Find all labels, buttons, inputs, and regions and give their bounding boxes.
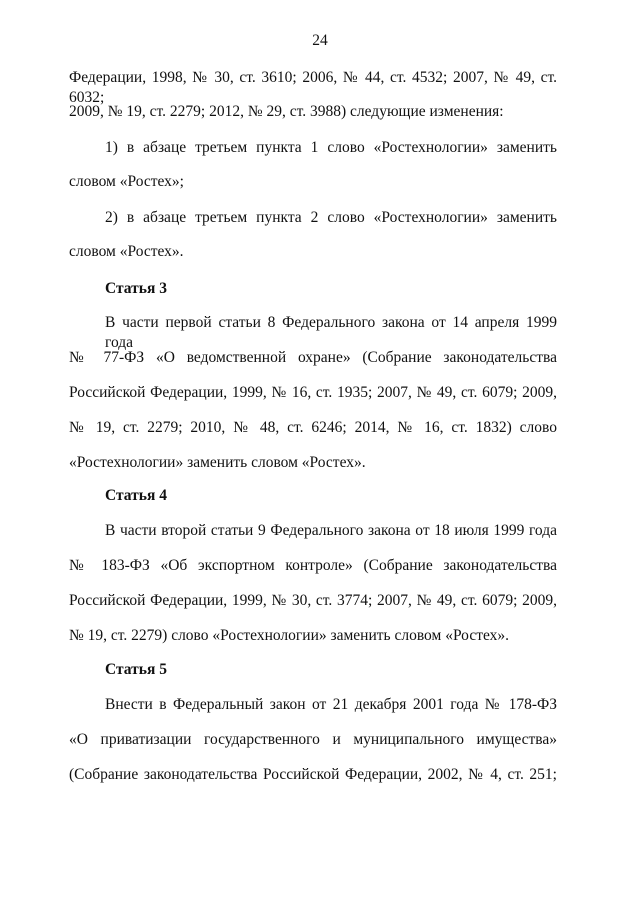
text-line: «О приватизации государственного и муниципального имущества»: [69, 731, 557, 748]
text-line: № 77-ФЗ «О ведомственной охране» (Собрание законодательства: [69, 349, 557, 366]
text-line: «Ростехнологии» заменить словом «Ростех».: [69, 454, 366, 471]
text-line: Федерации, 1998, № 30, ст. 3610; 2006, № 44, ст. 4532; 2007, № 49, ст. 6032;: [69, 69, 557, 106]
text-line: Российской Федерации, 1999, № 30, ст. 3774; 2007, № 49, ст. 6079; 2009,: [69, 592, 557, 609]
text-line: 2009, № 19, ст. 2279; 2012, № 29, ст. 3988) следующие изменения:: [69, 103, 504, 120]
article-5-heading: Статья 5: [105, 661, 167, 678]
text-line: № 19, ст. 2279; 2010, № 48, ст. 6246; 2014, № 16, ст. 1832) слово: [69, 419, 557, 436]
article-4-heading: Статья 4: [105, 487, 167, 504]
text-line: словом «Ростех».: [69, 243, 184, 260]
text-line: В части второй статьи 9 Федерального закона от 18 июля 1999 года: [105, 522, 557, 539]
list-item: 1) в абзаце третьем пункта 1 слово «Ростехнологии» заменить: [105, 139, 557, 156]
text-line: № 183-ФЗ «Об экспортном контроле» (Собрание законодательства: [69, 557, 557, 574]
list-item: 2) в абзаце третьем пункта 2 слово «Ростехнологии» заменить: [105, 209, 557, 226]
text-line: словом «Ростех»;: [69, 173, 184, 190]
text-line: № 19, ст. 2279) слово «Ростехнологии» заменить словом «Ростех».: [69, 627, 510, 644]
text-line: В части первой статьи 8 Федерального закона от 14 апреля 1999 года: [105, 314, 557, 351]
article-3-heading: Статья 3: [105, 280, 167, 297]
text-line: Российской Федерации, 1999, № 16, ст. 1935; 2007, № 49, ст. 6079; 2009,: [69, 384, 557, 401]
text-line: Внести в Федеральный закон от 21 декабря 2001 года № 178-ФЗ: [105, 696, 557, 713]
text-line: (Собрание законодательства Российской Федерации, 2002, № 4, ст. 251;: [69, 766, 557, 783]
page-number: 24: [312, 32, 328, 49]
